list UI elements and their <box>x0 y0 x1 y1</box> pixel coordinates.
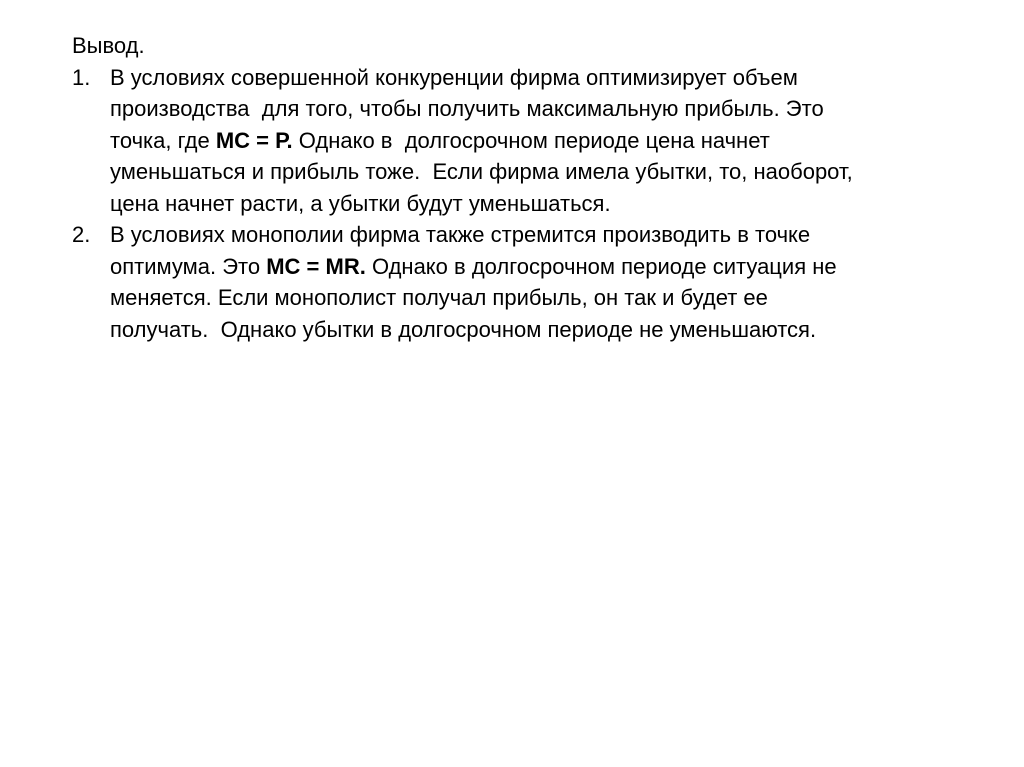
text-line: производства для того, чтобы получить максимальную прибыль. Это <box>110 96 824 121</box>
list-item <box>72 62 972 220</box>
text-line: меняется. Если монополист получал прибыль, он так и будет ее <box>110 285 768 310</box>
text-line: уменьшаться и прибыль тоже. Если фирма имела убытки, то, наоборот, <box>110 159 853 184</box>
list-item-number: 2. <box>72 222 91 247</box>
formula-emphasis: МС = МR. <box>266 253 366 279</box>
text-line: цена начнет расти, а убытки будут уменьшаться. <box>110 190 611 216</box>
text-line: получать. Однако убытки в долгосрочном периоде не уменьшаются. <box>110 316 817 342</box>
slide-content <box>72 30 972 345</box>
text-line: точка, где МС = Р. Однако в долгосрочном периоде цена начнет <box>110 127 770 153</box>
text-line: оптимума. Это МС = МR. Однако в долгосрочном периоде ситуация не <box>110 253 837 279</box>
list-item-text <box>110 62 972 220</box>
list-item-text <box>110 219 972 345</box>
conclusion-heading: Вывод. <box>72 33 145 58</box>
list-item-number: 1. <box>72 64 91 90</box>
list-item <box>72 219 972 345</box>
text-line: В условиях монополии фирма также стремится производить в точке <box>110 222 811 247</box>
text-line: В условиях совершенной конкуренции фирма оптимизирует объем <box>110 64 798 90</box>
formula-emphasis: МС = Р. <box>215 127 293 153</box>
conclusion-list <box>72 62 972 346</box>
